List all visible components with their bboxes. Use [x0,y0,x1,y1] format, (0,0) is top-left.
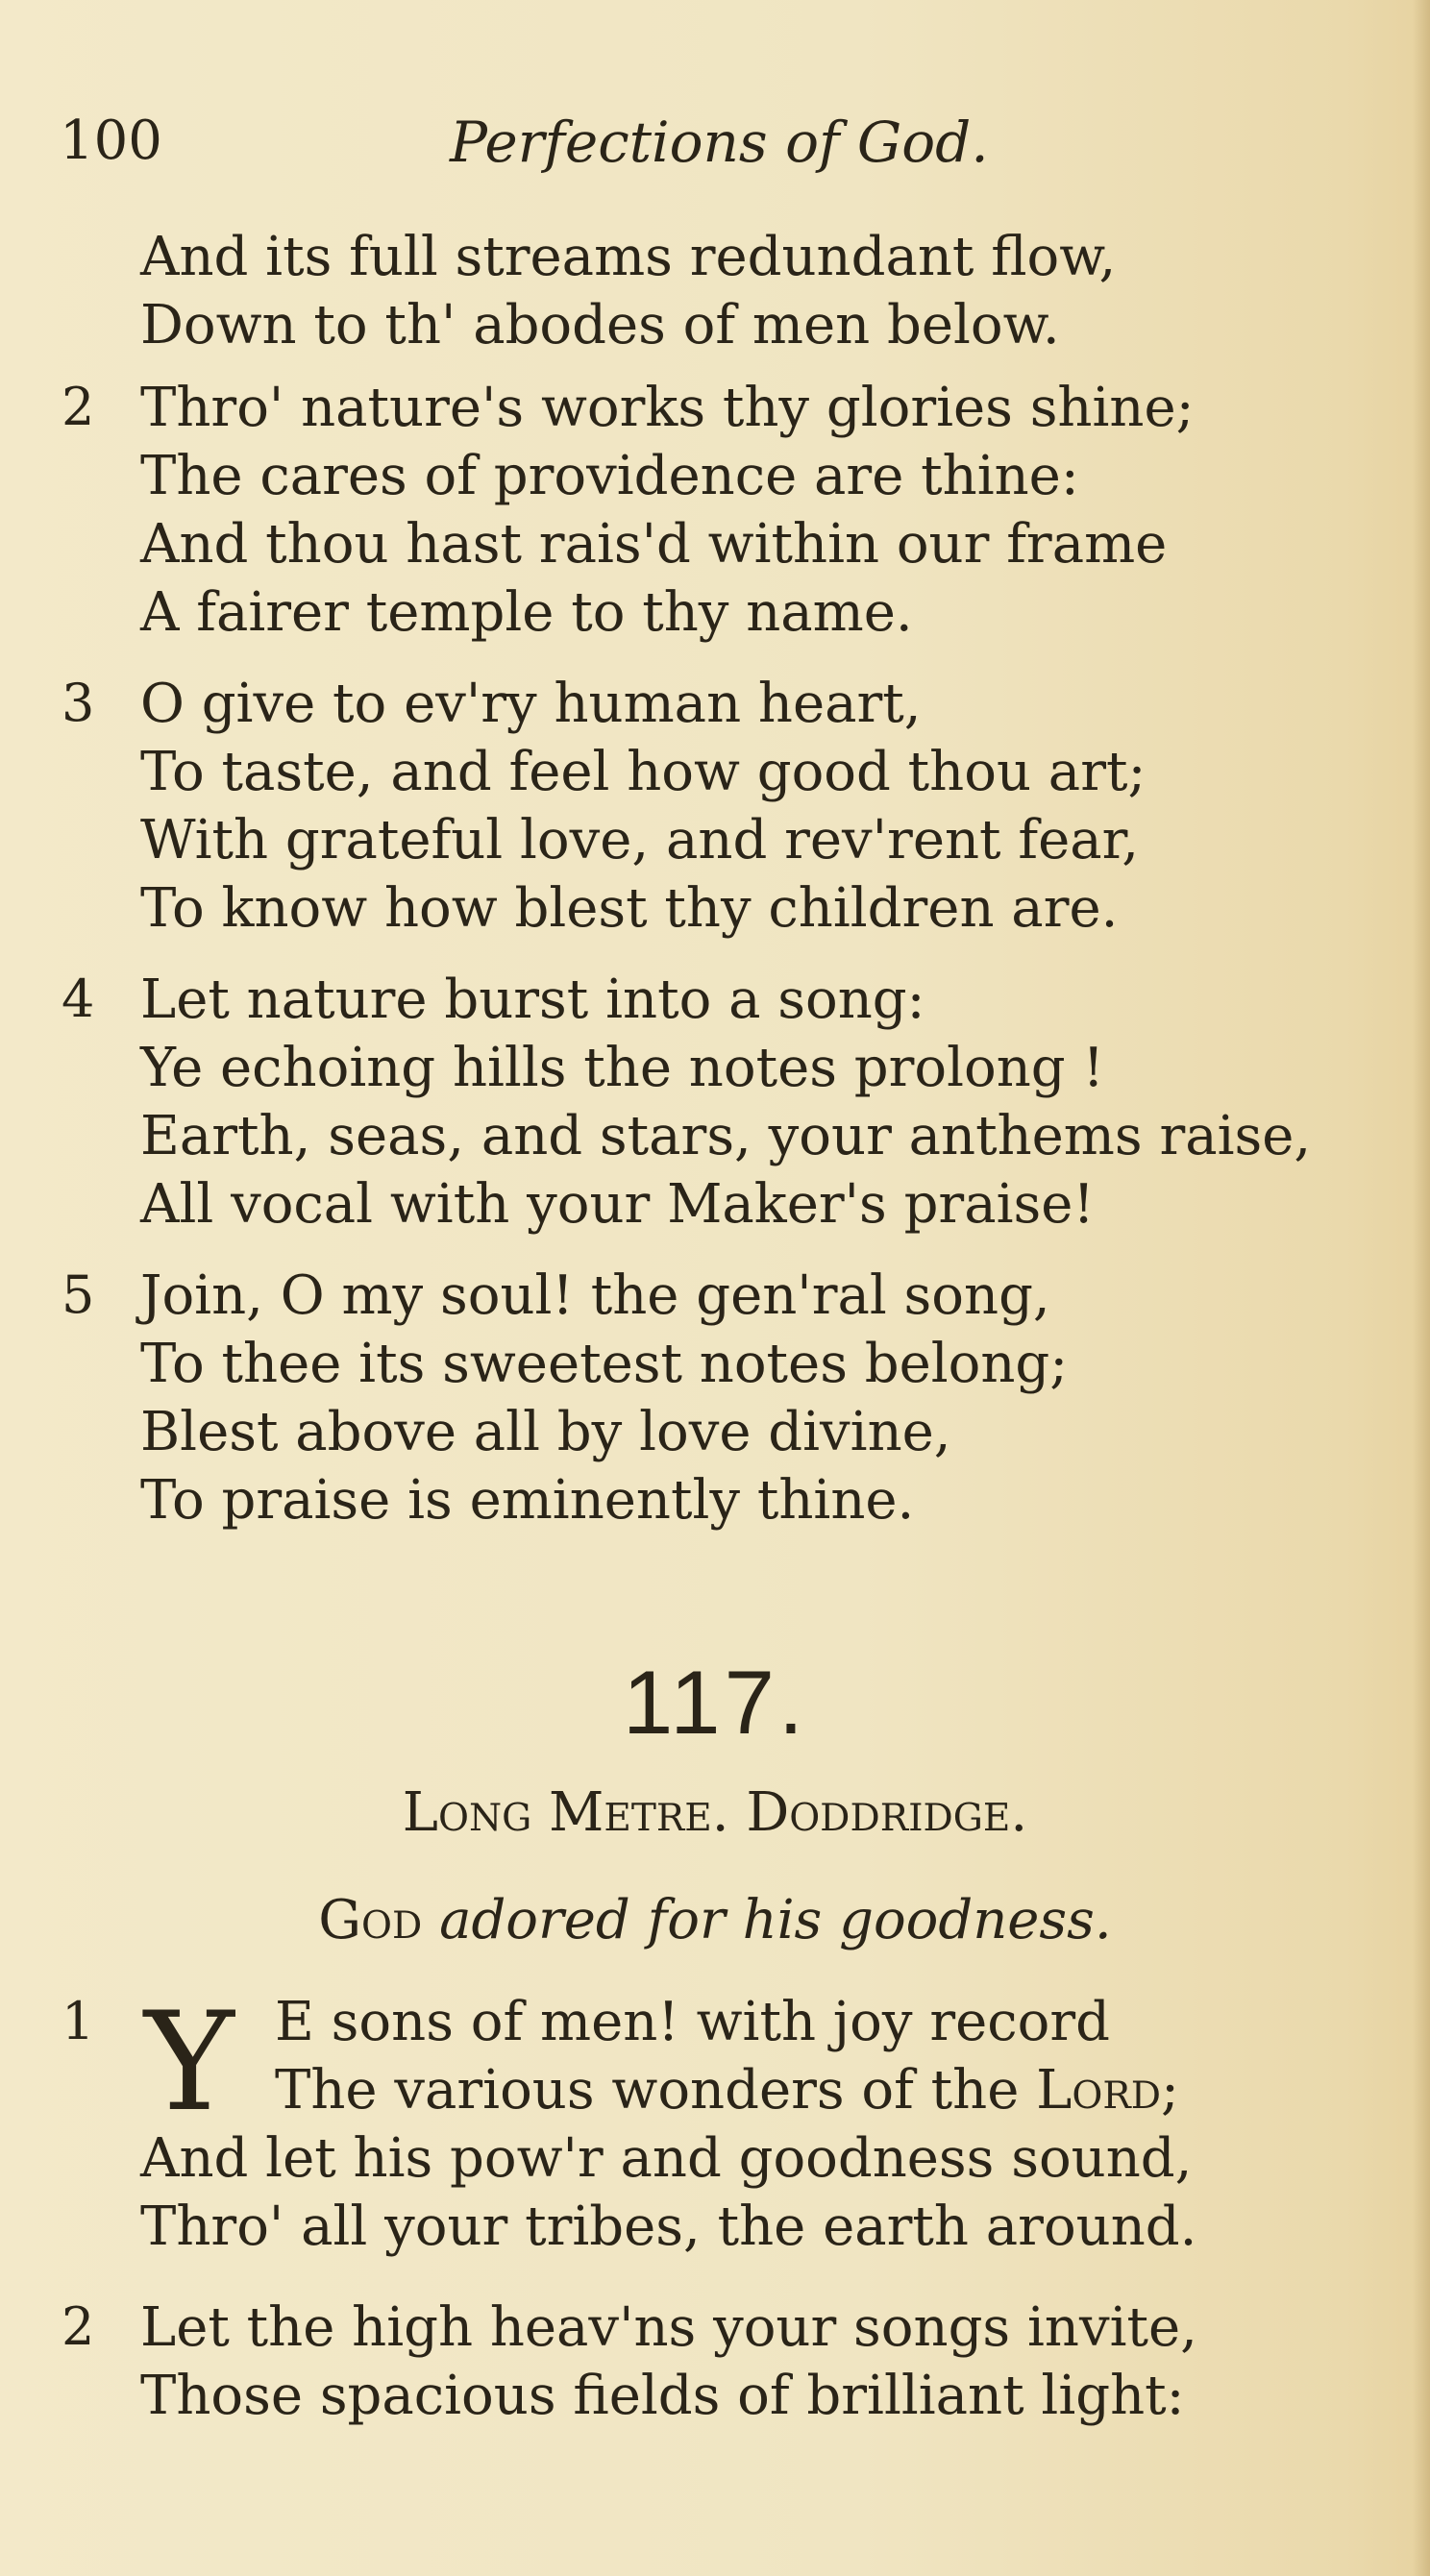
subject-caps: God [318,1889,423,1951]
hymn-number: 117. [623,1652,807,1753]
verse-line: And thou hast rais'd within our frame [140,513,1168,576]
verse-line-text: The various wonders of the [275,2059,1020,2122]
page-number: 100 [60,110,162,172]
metre: Long Metre. [402,1781,729,1844]
running-title: Perfections of God. [450,110,989,175]
verse-line: Those spacious fields of brilliant light: [140,2365,1185,2427]
stanza-number: 2 [62,2296,95,2357]
stanza-number: 5 [62,1264,95,1325]
verse-line [275,2059,1179,2122]
verse-line-punct: ; [1160,2059,1179,2122]
stanza-number: 4 [62,969,95,1029]
verse-line: E sons of men! with joy record [275,1991,1110,2053]
verse-line: Blest above all by love divine, [140,1401,951,1463]
verse-line: Join, O my soul! the gen'ral song, [140,1264,1050,1327]
verse-line: Let the high heav'ns your songs invite, [140,2296,1197,2359]
verse-line: And let his pow'r and goodness sound, [140,2127,1193,2190]
metre-line [0,1781,1430,1844]
subject-italic: adored for his goodness. [439,1889,1112,1951]
verse-line: To thee its sweetest notes belong; [140,1333,1069,1395]
verse-line: A fairer temple to thy name. [140,581,913,644]
verse-line: Earth, seas, and stars, your anthems raise, [140,1105,1312,1167]
verse-line: Thro' nature's works thy glories shine; [140,377,1195,439]
hymn-subject [0,1889,1430,1951]
author: Doddridge. [746,1781,1028,1844]
verse-line: Down to th' abodes of men below. [140,294,1060,356]
stanza-number: 2 [62,377,95,437]
lord-smallcaps: Lord [1036,2059,1161,2122]
stanza-number: 3 [62,673,95,733]
verse-line: To know how blest thy children are. [140,877,1119,940]
page-edge-shading [1413,0,1430,2576]
drop-cap: Y [144,1983,234,2142]
verse-line: All vocal with your Maker's praise! [140,1173,1095,1236]
stanza-number: 1 [62,1991,95,2051]
verse-line: O give to ev'ry human heart, [140,673,922,735]
verse-line: Let nature burst into a song: [140,969,925,1031]
verse-line: To praise is eminently thine. [140,1469,915,1532]
verse-line: Ye echoing hills the notes prolong ! [140,1037,1104,1099]
verse-line: Thro' all your tribes, the earth around. [140,2196,1197,2258]
verse-line: And its full streams redundant flow, [140,226,1117,288]
verse-line: The cares of providence are thine: [140,445,1079,507]
verse-line: With grateful love, and rev'rent fear, [140,809,1140,871]
running-head [0,104,1430,181]
verse-line: To taste, and feel how good thou art; [140,741,1146,803]
